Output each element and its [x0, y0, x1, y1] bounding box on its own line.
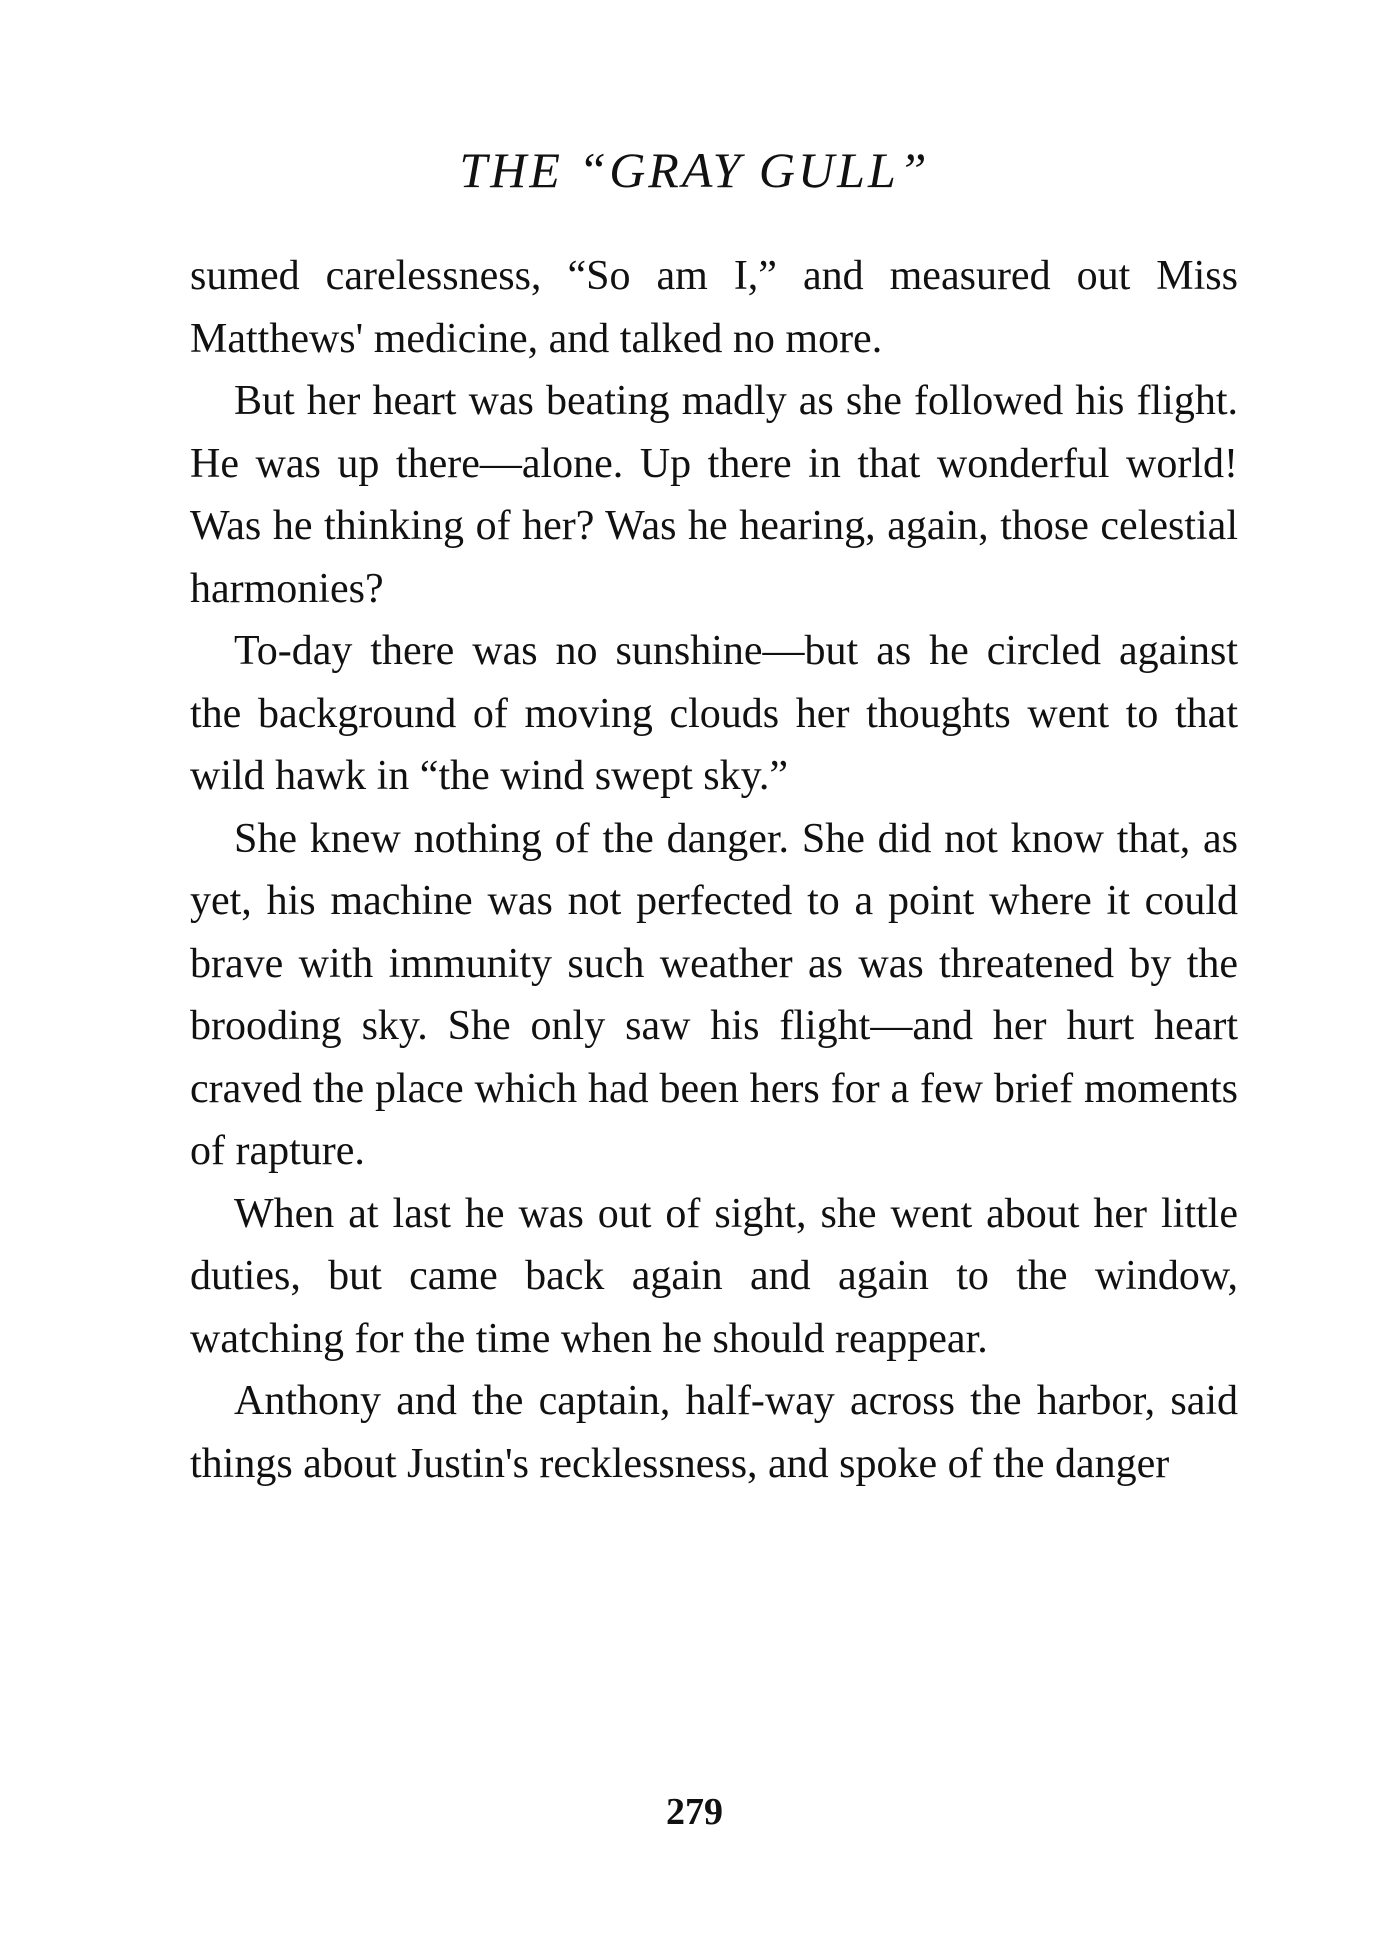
- page-number: 279: [666, 1791, 723, 1833]
- paragraph-2: But her heart was beating madly as she followed his flight. He was up there—alone. Up there in that wonderful world! Was he thinking of her? Was he hearing, again, those celestial harmonies?: [190, 378, 1238, 612]
- paragraph-5: When at last he was out of sight, she went about her little duties, but came back again and again to the window, watching for the time when he should reappear.: [190, 1190, 1238, 1362]
- paragraph-1: sumed carelessness, “So am I,” and measured out Miss Matthews' medicine, and talked no more.: [190, 253, 1238, 362]
- paragraph-4: She knew nothing of the danger. She did not know that, as yet, his machine was not perfected to a point where it could brave with immunity such weather as was threatened by the brooding sky. She only saw his flight—and her hurt heart craved the place which had been hers for a few brief moments of rapture.: [190, 815, 1238, 1174]
- body-text: [190, 245, 1238, 1495]
- paragraph-6: Anthony and the captain, half-way across the harbor, said things about Justin's recklessness, and spoke of the danger: [190, 1378, 1238, 1487]
- paragraph-3: To-day there was no sunshine—but as he circled against the background of moving clouds her thoughts went to that wild hawk in “the wind swept sky.”: [190, 628, 1238, 799]
- running-head: THE “GRAY GULL”: [459, 142, 930, 198]
